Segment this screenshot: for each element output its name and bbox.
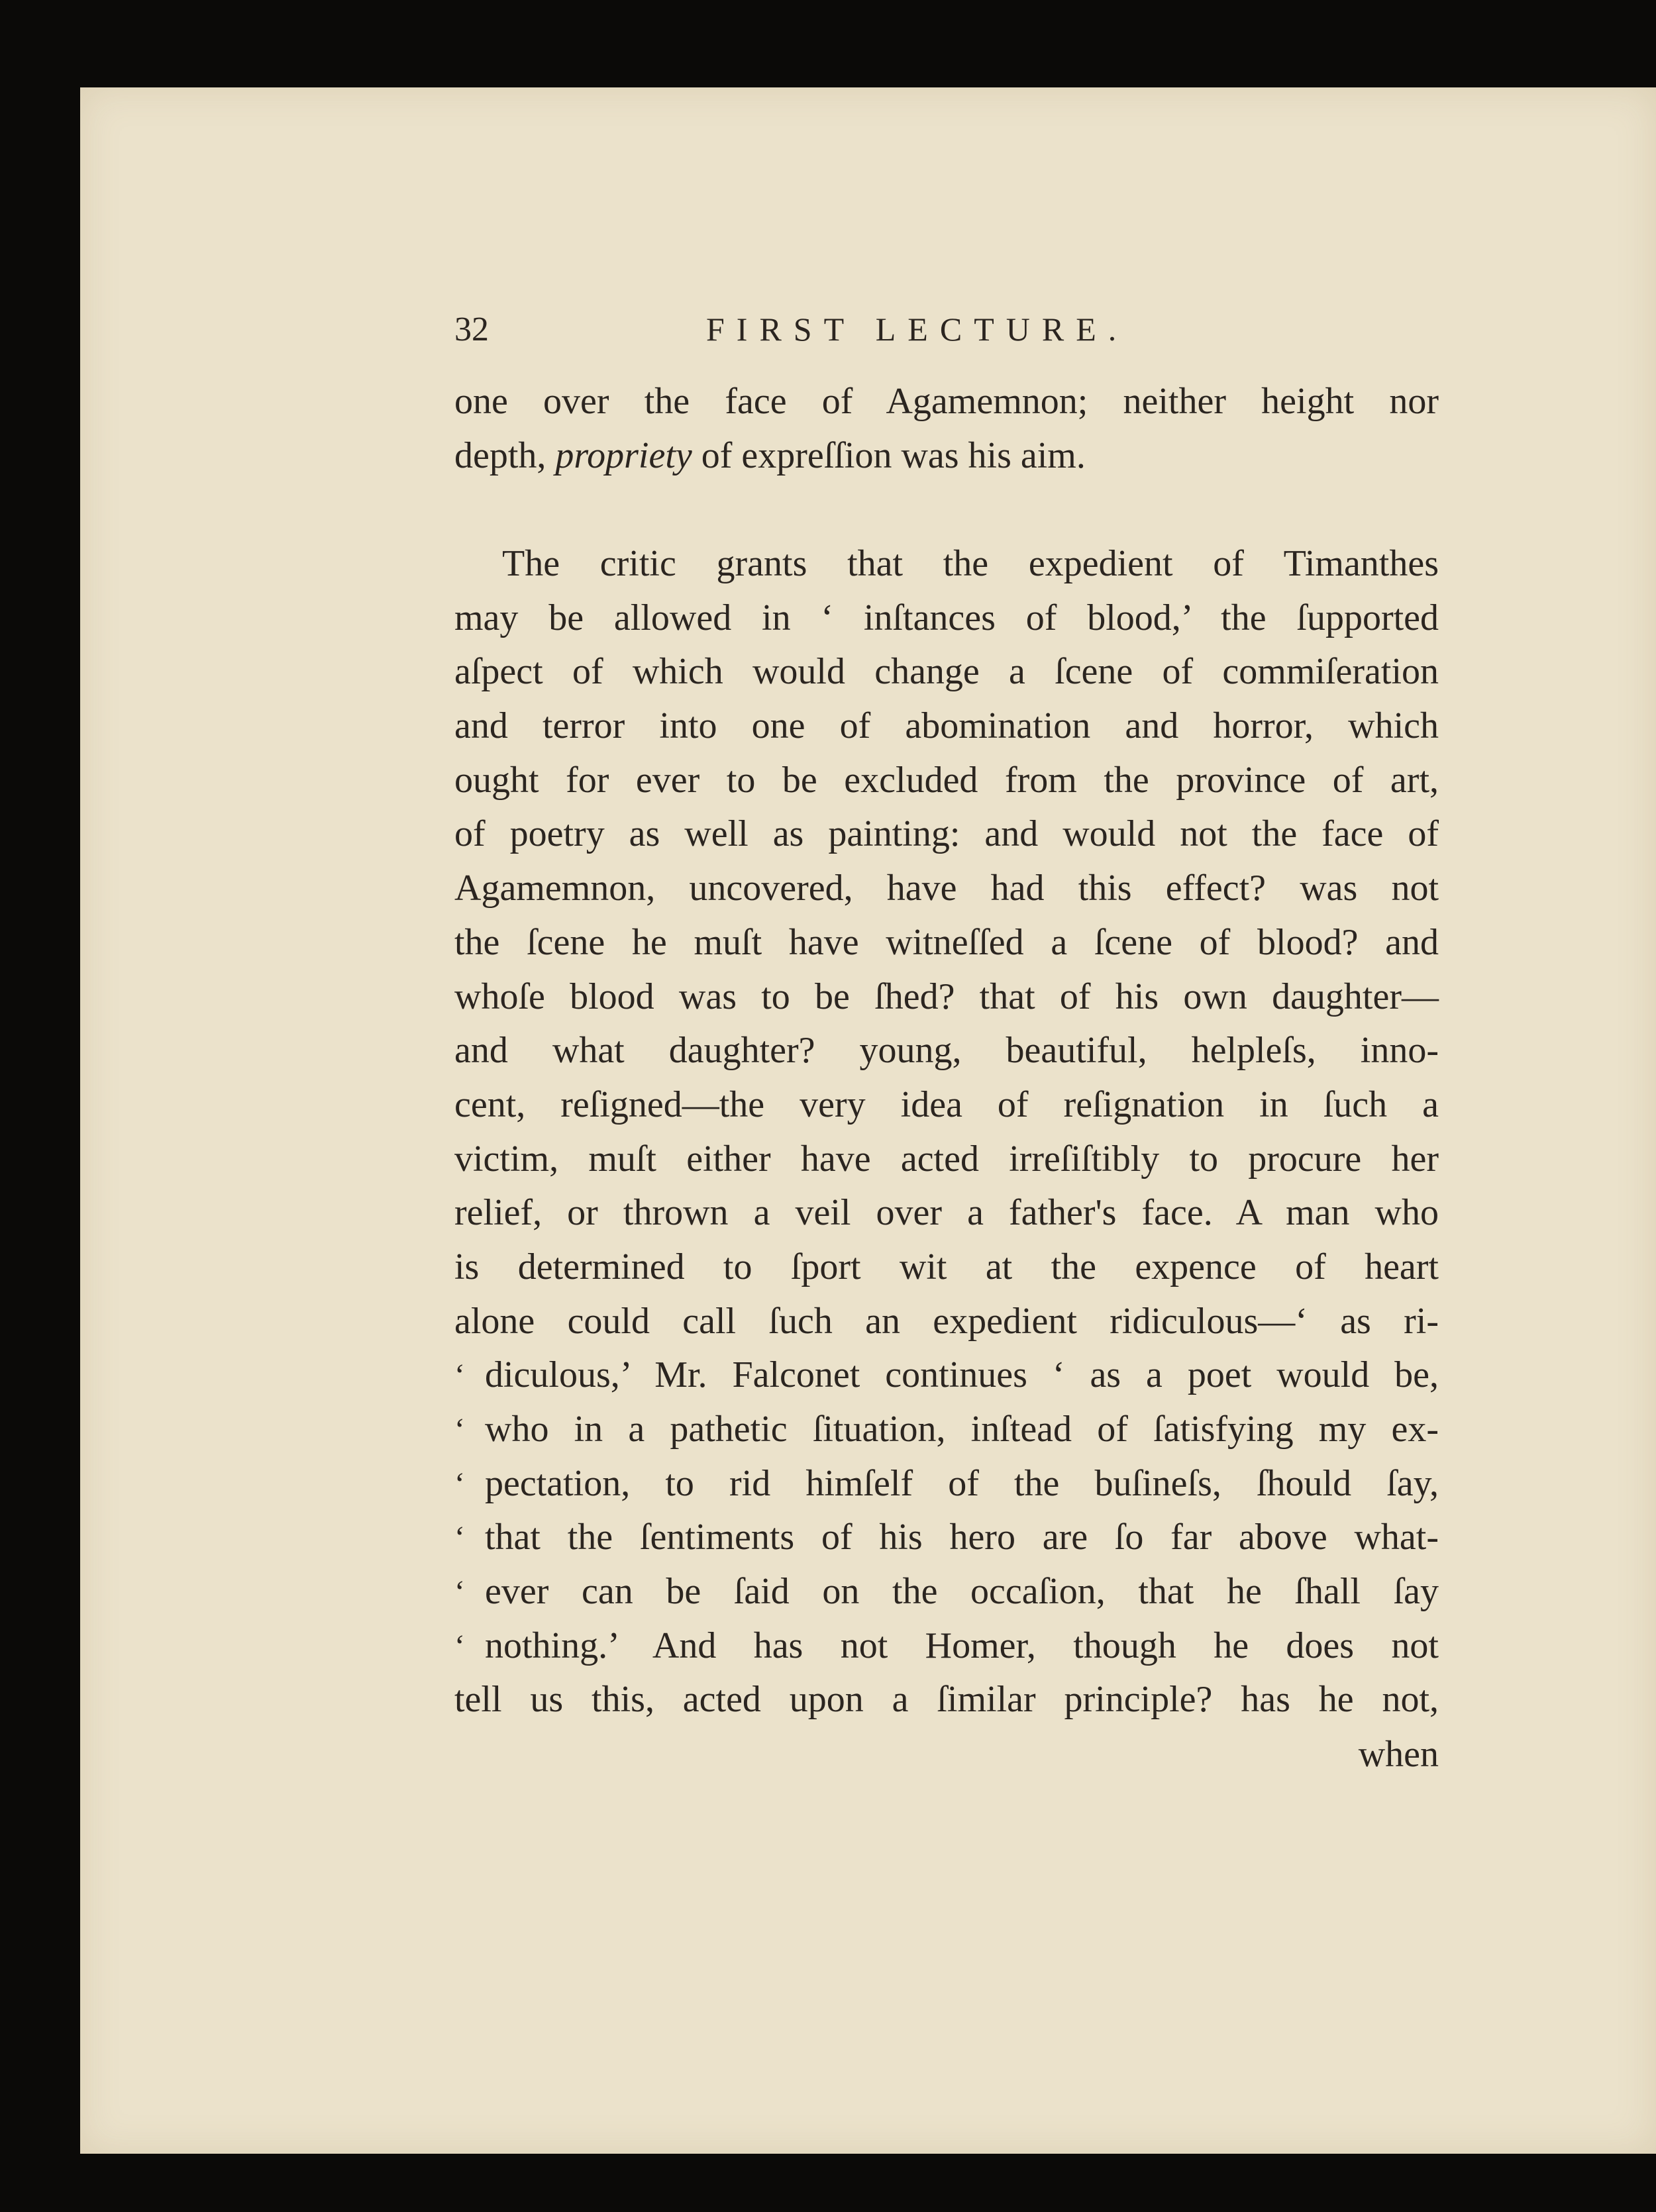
text-line: ‘ that the ſentiments of his hero are ſo far above what- xyxy=(454,1511,1439,1565)
catchword: when xyxy=(1358,1734,1439,1775)
text-line: depth, propriety of expreſſion was his aim. xyxy=(454,429,1439,483)
text-line: may be allowed in ‘ inſtances of blood,’ the ſupported xyxy=(454,597,1439,638)
text-line: the ſcene he muſt have witneſſed a ſcene of blood? and xyxy=(454,921,1439,963)
text-line: and terror into one of abomination and horror, which xyxy=(454,705,1439,747)
text-line: and what daughter? young, beautiful, helpleſs, inno- xyxy=(454,1030,1439,1072)
catchword-line xyxy=(454,1728,1439,1782)
running-header xyxy=(454,310,1439,356)
text-line: tell us this, acted upon a ſimilar principle? has he not, xyxy=(454,1679,1439,1721)
text-line: cent, reſigned—the very idea of reſignation in ſuch a xyxy=(454,1083,1439,1125)
text-line: is determined to ſport wit at the expence of heart xyxy=(454,1246,1439,1287)
quote-mark: ‘ xyxy=(454,1574,465,1610)
text-line: one over the face of Agamemnon; neither height nor xyxy=(454,381,1439,422)
text-line: whoſe blood was to be ſhed? that of his own daughter— xyxy=(454,976,1439,1017)
text-line: ‘ pectation, to rid himſelf of the buſineſs, ſhould ſay, xyxy=(454,1457,1439,1511)
text-line: ought for ever to be excluded from the province of art, xyxy=(454,759,1439,801)
quote-mark: ‘ xyxy=(454,1358,465,1393)
running-title: FIRST LECTURE. xyxy=(706,311,1129,348)
text-line: The critic grants that the expedient of Timanthes xyxy=(502,543,1439,584)
italic-word: propriety xyxy=(555,434,692,476)
text-line: ‘ nothing.’ And has not Homer, though he does not xyxy=(454,1619,1439,1674)
text-line: ‘ ever can be ſaid on the occaſion, that he ſhall ſay xyxy=(454,1565,1439,1619)
quote-mark: ‘ xyxy=(454,1466,465,1501)
text-line: aſpect of which would change a ſcene of commiſeration xyxy=(454,651,1439,693)
quote-mark: ‘ xyxy=(454,1520,465,1556)
text-line: alone could call ſuch an expedient ridiculous—‘ as ri- xyxy=(454,1300,1439,1342)
text-line: of poetry as well as painting: and would not the face of xyxy=(454,813,1439,855)
text-line: Agamemnon, uncovered, have had this effect? was not xyxy=(454,868,1439,909)
continuation-text xyxy=(454,375,1439,483)
paragraph xyxy=(454,537,1439,1727)
text-line: ‘ diculous,’ Mr. Falconet continues ‘ as a poet would be, xyxy=(454,1348,1439,1403)
text-line: ‘ who in a pathetic ſituation, inſtead of ſatisfying my ex- xyxy=(454,1403,1439,1457)
text-line: victim, muſt either have acted irreſiſtibly to procure her xyxy=(454,1138,1439,1180)
quote-mark: ‘ xyxy=(454,1628,465,1664)
quote-mark: ‘ xyxy=(454,1412,465,1447)
text-line: relief, or thrown a veil over a father's face. A man who xyxy=(454,1192,1439,1234)
page-number: 32 xyxy=(454,311,489,348)
